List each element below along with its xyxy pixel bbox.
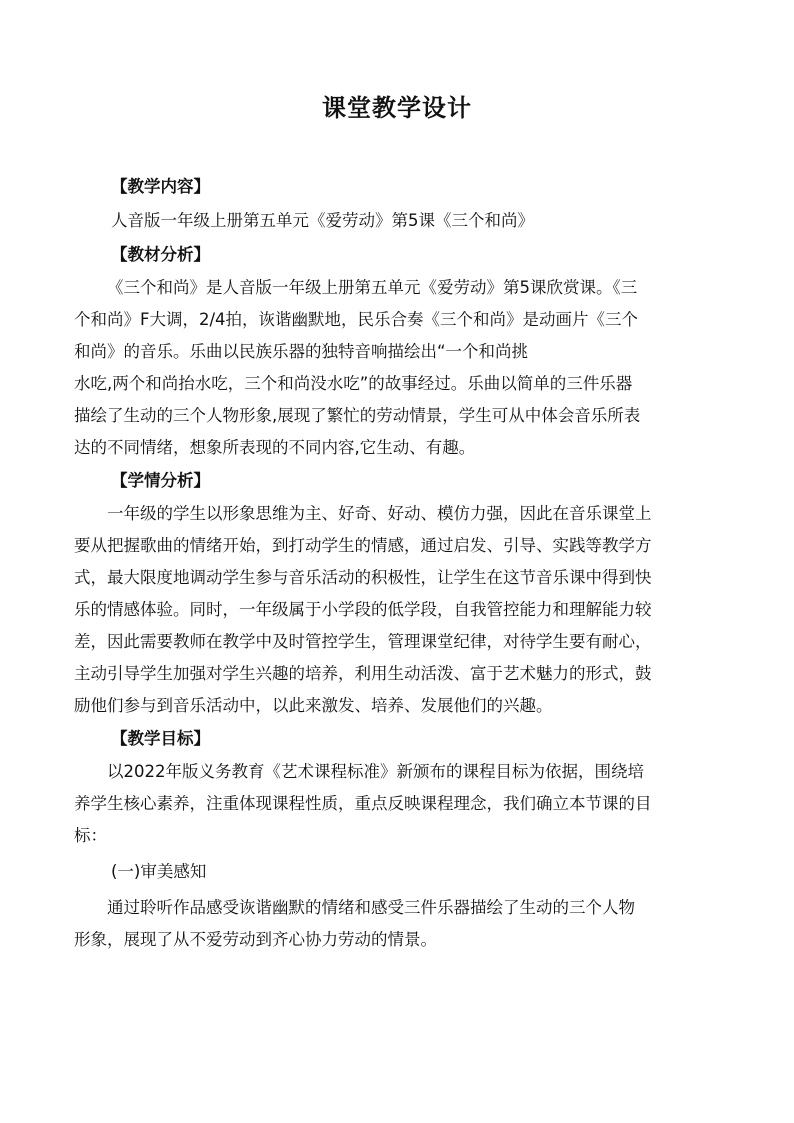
content-text: 人音版一年级上册第五单元《爱劳动》第5课《三个和尚》 [111,211,534,230]
analysis-line: 水吃,两个和尚抬水吃，三个和尚没水吃”的故事经过。乐曲以简单的三件乐器 [74,374,633,393]
section-heading-analysis: 【教材分析】 [111,245,210,264]
goals-line: 标： [74,826,107,845]
analysis-line: 和尚》的音乐。乐曲以民族乐器的独特音响描绘出“一个和尚挑 [74,342,529,361]
students-paragraph [74,498,734,722]
analysis-paragraph [74,272,734,464]
section-heading-goals: 【教学目标】 [111,729,210,748]
students-line: 一年级的学生以形象思维为主、好奇、好动、模仿力强，因此在音乐课堂上 [107,504,652,523]
goals-line: 养学生核心素养，注重体现课程性质，重点反映课程理念，我们确立本节课的目 [74,794,652,813]
goal1-heading: (一)审美感知 [111,862,207,881]
goal1-line: 形象，展现了从不爱劳动到齐心协力劳动的情景。 [74,930,437,949]
students-line: 差，因此需要教师在教学中及时管控学生，管理课堂纪律，对待学生要有耐心， [74,632,652,651]
analysis-line: 描绘了生动的三个人物形象,展现了繁忙的劳动情景，学生可从中体会音乐所表 [74,406,641,425]
analysis-line: 个和尚》F大调，2/4拍，诙谐幽默地，民乐合奏《三个和尚》是动画片《三个 [74,310,639,329]
students-line: 主动引导学生加强对学生兴趣的培养，利用生动活泼、富于艺术魅力的形式，鼓 [74,664,652,683]
students-line: 励他们参与到音乐活动中，以此来激发、培养、发展他们的兴趣。 [74,696,553,715]
document-body [74,170,734,956]
goal1-line: 通过聆听作品感受诙谐幽默的情绪和感受三件乐器描绘了生动的三个人物 [107,898,635,917]
page-title: 课堂教学设计 [322,94,472,122]
analysis-line: 达的不同情绪，想象所表现的不同内容,它生动、有趣。 [74,438,476,457]
students-line: 乐的情感体验。同时，一年级属于小学段的低学段，自我管控能力和理解能力较 [74,600,652,619]
section-heading-content: 【教学内容】 [111,177,210,196]
students-line: 要从把握歌曲的情绪开始，到打动学生的情感，通过启发、引导、实践等教学方 [74,536,652,555]
section-heading-students: 【学情分析】 [111,471,210,490]
goals-paragraph [74,756,734,852]
students-line: 式，最大限度地调动学生参与音乐活动的积极性，让学生在这节音乐课中得到快 [74,568,652,587]
analysis-line: 《三个和尚》是人音版一年级上册第五单元《爱劳动》第5课欣赏课。《三 [107,278,638,297]
goal1-paragraph [74,892,734,956]
goals-line: 以2022年版义务教育《艺术课程标准》新颁布的课程目标为依据，围绕培 [107,762,644,781]
